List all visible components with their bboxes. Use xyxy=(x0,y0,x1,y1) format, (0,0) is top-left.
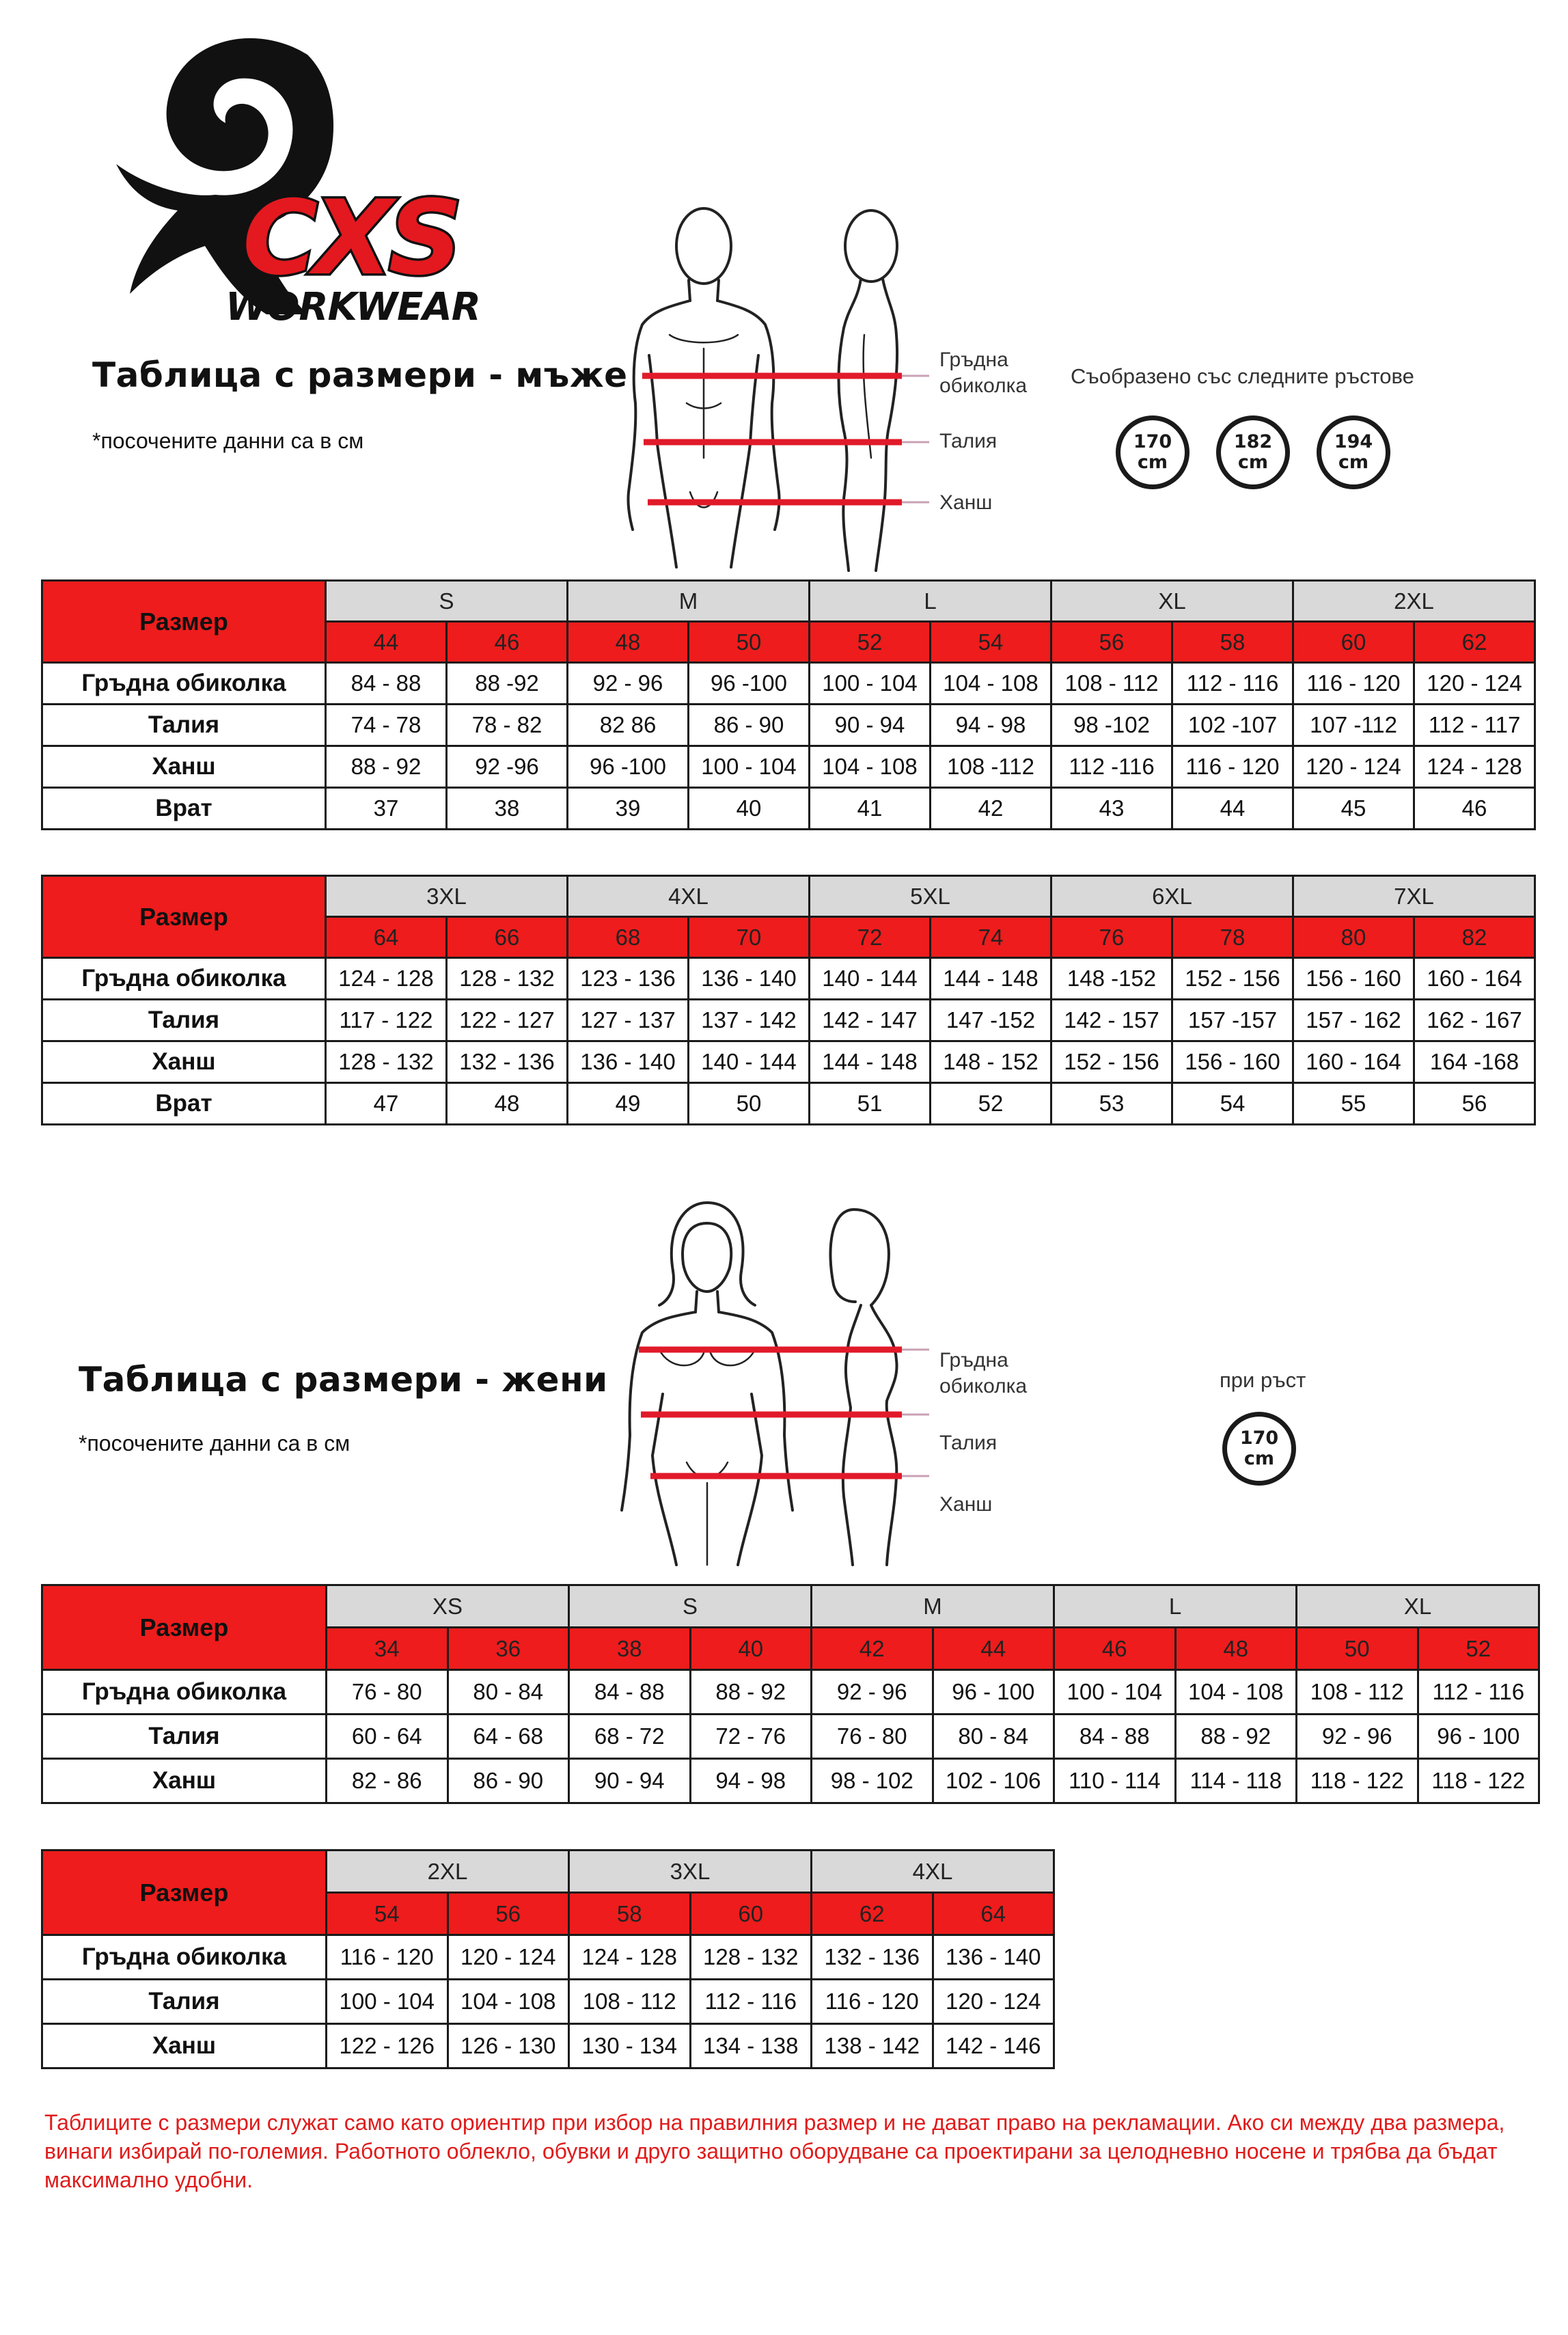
men-heights-label: Съобразено със следните ръстове xyxy=(1071,364,1414,388)
table-cell: 64 - 68 xyxy=(448,1715,569,1759)
table-cell: 90 - 94 xyxy=(569,1759,691,1803)
size-number: 64 xyxy=(933,1893,1054,1935)
table-cell: 132 - 136 xyxy=(447,1041,568,1083)
table-cell: 130 - 134 xyxy=(569,2024,691,2068)
table-cell: 162 - 167 xyxy=(1414,1000,1535,1041)
disclaimer-text: Таблиците с размери служат само като ориентир при избор на правилния размер и не дават право на рекламации. Ако си между два размера, винаги избирай по-големия. Работното облекло, обувки и друго защитно оборудване са проектирани за целодневно носене и трябва да бъдат максимално удобни. xyxy=(44,2110,1505,2192)
row-label: Ханш xyxy=(42,2024,327,2068)
women-size-table-2 xyxy=(41,1849,1055,2069)
table-cell: 80 - 84 xyxy=(448,1670,569,1715)
size-number: 64 xyxy=(326,917,447,958)
table-cell: 84 - 88 xyxy=(1054,1715,1176,1759)
table-cell: 128 - 132 xyxy=(690,1935,812,1980)
women-body-figure xyxy=(601,1189,943,1575)
size-number: 44 xyxy=(933,1628,1054,1670)
table-cell: 116 - 120 xyxy=(812,1980,933,2024)
table-cell: 116 - 120 xyxy=(1172,746,1293,788)
logo-text: CXS xyxy=(243,179,458,298)
row-label: Ханш xyxy=(42,746,326,788)
table-cell: 52 xyxy=(931,1083,1051,1125)
table-cell: 120 - 124 xyxy=(933,1980,1054,2024)
row-label: Врат xyxy=(42,1083,326,1125)
table-cell: 112 - 117 xyxy=(1414,705,1535,746)
table-cell: 144 - 148 xyxy=(810,1041,931,1083)
table-cell: 112 - 116 xyxy=(1172,663,1293,705)
table-row xyxy=(42,1935,1054,1980)
table-cell: 157 - 162 xyxy=(1293,1000,1414,1041)
table-cell: 98 -102 xyxy=(1051,705,1172,746)
table-row xyxy=(42,1083,1535,1125)
table-cell: 102 - 106 xyxy=(933,1759,1054,1803)
height-badge-182: 182 cm xyxy=(1216,415,1290,489)
table-cell: 136 - 140 xyxy=(568,1041,689,1083)
row-label: Талия xyxy=(42,705,326,746)
row-label: Гръдна обиколка xyxy=(42,958,326,1000)
table-cell: 104 - 108 xyxy=(1175,1670,1297,1715)
row-label: Талия xyxy=(42,1715,327,1759)
size-number: 82 xyxy=(1414,917,1535,958)
size-number: 62 xyxy=(812,1893,933,1935)
table-cell: 127 - 137 xyxy=(568,1000,689,1041)
men-hips-label: Ханш xyxy=(939,491,993,514)
logo-subtext: WORKWEAR xyxy=(225,285,480,328)
table-cell: 94 - 98 xyxy=(931,705,1051,746)
table-cell: 107 -112 xyxy=(1293,705,1414,746)
size-number: 54 xyxy=(327,1893,448,1935)
table-cell: 124 - 128 xyxy=(1414,746,1535,788)
row-label: Гръдна обиколка xyxy=(42,1670,327,1715)
table-cell: 148 - 152 xyxy=(931,1041,1051,1083)
table-row xyxy=(42,1759,1539,1803)
size-group: M xyxy=(812,1585,1054,1628)
row-label: Гръдна обиколка xyxy=(42,1935,327,1980)
male-body-illustration-icon xyxy=(601,198,943,581)
size-group: L xyxy=(1054,1585,1297,1628)
table-cell: 96 -100 xyxy=(568,746,689,788)
table-cell: 94 - 98 xyxy=(690,1759,812,1803)
women-note: *посочените данни са в см xyxy=(79,1431,350,1456)
table-cell: 104 - 108 xyxy=(448,1980,569,2024)
table-cell: 157 -157 xyxy=(1172,1000,1293,1041)
table-cell: 124 - 128 xyxy=(569,1935,691,1980)
size-header: Размер xyxy=(42,581,326,663)
table-cell: 108 - 112 xyxy=(1051,663,1172,705)
size-number: 58 xyxy=(569,1893,691,1935)
women-chest-label: Гръдна обиколка xyxy=(939,1349,1028,1397)
table-cell: 147 -152 xyxy=(931,1000,1051,1041)
size-group: 3XL xyxy=(569,1851,812,1893)
men-title: Таблица с размери - мъже xyxy=(92,355,628,395)
table-cell: 68 - 72 xyxy=(569,1715,691,1759)
table-row xyxy=(42,1980,1054,2024)
table-cell: 88 - 92 xyxy=(1175,1715,1297,1759)
table-cell: 160 - 164 xyxy=(1414,958,1535,1000)
table-cell: 40 xyxy=(689,788,810,830)
size-header: Размер xyxy=(42,1585,327,1670)
row-label: Талия xyxy=(42,1000,326,1041)
row-label: Талия xyxy=(42,1980,327,2024)
height-badge-194: 194 cm xyxy=(1317,415,1390,489)
size-group: S xyxy=(326,581,568,622)
table-cell: 164 -168 xyxy=(1414,1041,1535,1083)
size-group: XL xyxy=(1051,581,1293,622)
table-cell: 46 xyxy=(1414,788,1535,830)
table-cell: 53 xyxy=(1051,1083,1172,1125)
table-cell: 116 - 120 xyxy=(1293,663,1414,705)
size-group: 5XL xyxy=(810,876,1051,917)
table-cell: 92 - 96 xyxy=(568,663,689,705)
size-group: L xyxy=(810,581,1051,622)
table-cell: 38 xyxy=(447,788,568,830)
size-number: 78 xyxy=(1172,917,1293,958)
table-cell: 112 - 116 xyxy=(690,1980,812,2024)
table-cell: 86 - 90 xyxy=(689,705,810,746)
height-badge-170: 170 cm xyxy=(1116,415,1189,489)
table-cell: 100 - 104 xyxy=(810,663,931,705)
row-label: Гръдна обиколка xyxy=(42,663,326,705)
men-note: *посочените данни са в см xyxy=(92,428,364,453)
table-cell: 140 - 144 xyxy=(810,958,931,1000)
table-cell: 88 - 92 xyxy=(326,746,447,788)
table-cell: 49 xyxy=(568,1083,689,1125)
table-cell: 116 - 120 xyxy=(327,1935,448,1980)
table-cell: 44 xyxy=(1172,788,1293,830)
size-group: XS xyxy=(327,1585,569,1628)
table-cell: 82 86 xyxy=(568,705,689,746)
table-cell: 37 xyxy=(326,788,447,830)
table-cell: 80 - 84 xyxy=(933,1715,1054,1759)
table-cell: 138 - 142 xyxy=(812,2024,933,2068)
size-number: 48 xyxy=(1175,1628,1297,1670)
table-cell: 122 - 127 xyxy=(447,1000,568,1041)
table-cell: 104 - 108 xyxy=(810,746,931,788)
women-waist-label: Талия xyxy=(939,1432,998,1454)
table-cell: 56 xyxy=(1414,1083,1535,1125)
women-heights-label: при ръст xyxy=(1220,1368,1306,1392)
table-cell: 72 - 76 xyxy=(690,1715,812,1759)
women-hips-label: Ханш xyxy=(939,1493,993,1516)
table-cell: 148 -152 xyxy=(1051,958,1172,1000)
women-size-table-1 xyxy=(41,1584,1540,1804)
table-row xyxy=(42,958,1535,1000)
table-cell: 84 - 88 xyxy=(326,663,447,705)
table-cell: 41 xyxy=(810,788,931,830)
table-row xyxy=(42,1670,1539,1715)
table-cell: 126 - 130 xyxy=(448,2024,569,2068)
table-cell: 160 - 164 xyxy=(1293,1041,1414,1083)
table-cell: 84 - 88 xyxy=(569,1670,691,1715)
table-cell: 142 - 157 xyxy=(1051,1000,1172,1041)
row-label: Ханш xyxy=(42,1041,326,1083)
men-body-figure xyxy=(601,198,943,584)
size-group: S xyxy=(569,1585,812,1628)
size-number: 60 xyxy=(1293,622,1414,663)
size-number: 52 xyxy=(810,622,931,663)
size-group: 7XL xyxy=(1293,876,1535,917)
table-cell: 136 - 140 xyxy=(689,958,810,1000)
size-number: 48 xyxy=(568,622,689,663)
table-cell: 98 - 102 xyxy=(812,1759,933,1803)
table-cell: 39 xyxy=(568,788,689,830)
table-cell: 120 - 124 xyxy=(1293,746,1414,788)
table-cell: 96 - 100 xyxy=(1418,1715,1539,1759)
size-number: 44 xyxy=(326,622,447,663)
table-cell: 54 xyxy=(1172,1083,1293,1125)
table-cell: 110 - 114 xyxy=(1054,1759,1176,1803)
size-group: M xyxy=(568,581,810,622)
size-number: 56 xyxy=(448,1893,569,1935)
size-number: 38 xyxy=(569,1628,691,1670)
table-cell: 118 - 122 xyxy=(1418,1759,1539,1803)
size-number: 76 xyxy=(1051,917,1172,958)
brand-logo xyxy=(102,27,499,328)
table-row xyxy=(42,1715,1539,1759)
size-number: 66 xyxy=(447,917,568,958)
table-cell: 47 xyxy=(326,1083,447,1125)
height-badge-170: 170 cm xyxy=(1222,1412,1296,1486)
table-cell: 51 xyxy=(810,1083,931,1125)
table-cell: 118 - 122 xyxy=(1297,1759,1418,1803)
table-cell: 108 - 112 xyxy=(1297,1670,1418,1715)
size-number: 42 xyxy=(812,1628,933,1670)
size-number: 36 xyxy=(448,1628,569,1670)
table-cell: 152 - 156 xyxy=(1172,958,1293,1000)
table-cell: 74 - 78 xyxy=(326,705,447,746)
size-number: 80 xyxy=(1293,917,1414,958)
size-number: 62 xyxy=(1414,622,1535,663)
size-number: 54 xyxy=(931,622,1051,663)
size-group: 2XL xyxy=(327,1851,569,1893)
table-cell: 78 - 82 xyxy=(447,705,568,746)
size-number: 60 xyxy=(690,1893,812,1935)
men-size-table-1 xyxy=(41,579,1536,830)
table-cell: 100 - 104 xyxy=(689,746,810,788)
table-cell: 123 - 136 xyxy=(568,958,689,1000)
table-cell: 112 -116 xyxy=(1051,746,1172,788)
table-cell: 92 -96 xyxy=(447,746,568,788)
female-body-illustration-icon xyxy=(601,1189,943,1572)
table-row xyxy=(42,788,1535,830)
table-cell: 43 xyxy=(1051,788,1172,830)
table-cell: 92 - 96 xyxy=(1297,1715,1418,1759)
table-cell: 90 - 94 xyxy=(810,705,931,746)
size-number: 50 xyxy=(689,622,810,663)
women-title: Таблица с размери - жени xyxy=(79,1360,608,1399)
table-cell: 88 -92 xyxy=(447,663,568,705)
size-group: 3XL xyxy=(326,876,568,917)
men-waist-label: Талия xyxy=(939,430,998,452)
table-row xyxy=(42,705,1535,746)
size-number: 72 xyxy=(810,917,931,958)
table-cell: 124 - 128 xyxy=(326,958,447,1000)
size-header: Размер xyxy=(42,876,326,958)
size-group: 4XL xyxy=(812,1851,1054,1893)
table-cell: 140 - 144 xyxy=(689,1041,810,1083)
table-cell: 100 - 104 xyxy=(1054,1670,1176,1715)
size-header: Размер xyxy=(42,1851,327,1935)
men-size-table-2 xyxy=(41,875,1536,1125)
table-row xyxy=(42,746,1535,788)
table-cell: 108 - 112 xyxy=(569,1980,691,2024)
table-cell: 120 - 124 xyxy=(448,1935,569,1980)
table-cell: 88 - 92 xyxy=(690,1670,812,1715)
table-cell: 134 - 138 xyxy=(690,2024,812,2068)
table-cell: 50 xyxy=(689,1083,810,1125)
table-cell: 102 -107 xyxy=(1172,705,1293,746)
table-cell: 76 - 80 xyxy=(812,1715,933,1759)
size-number: 58 xyxy=(1172,622,1293,663)
table-cell: 86 - 90 xyxy=(448,1759,569,1803)
table-cell: 128 - 132 xyxy=(326,1041,447,1083)
table-row xyxy=(42,1000,1535,1041)
size-number: 34 xyxy=(327,1628,448,1670)
table-cell: 42 xyxy=(931,788,1051,830)
table-cell: 112 - 116 xyxy=(1418,1670,1539,1715)
table-cell: 156 - 160 xyxy=(1172,1041,1293,1083)
table-cell: 136 - 140 xyxy=(933,1935,1054,1980)
table-cell: 100 - 104 xyxy=(327,1980,448,2024)
table-row xyxy=(42,2024,1054,2068)
table-cell: 132 - 136 xyxy=(812,1935,933,1980)
table-row xyxy=(42,663,1535,705)
table-cell: 117 - 122 xyxy=(326,1000,447,1041)
table-cell: 114 - 118 xyxy=(1175,1759,1297,1803)
size-group: 4XL xyxy=(568,876,810,917)
size-group: 2XL xyxy=(1293,581,1535,622)
size-number: 46 xyxy=(1054,1628,1176,1670)
table-cell: 122 - 126 xyxy=(327,2024,448,2068)
table-cell: 45 xyxy=(1293,788,1414,830)
table-cell: 82 - 86 xyxy=(327,1759,448,1803)
table-cell: 108 -112 xyxy=(931,746,1051,788)
size-number: 70 xyxy=(689,917,810,958)
size-number: 50 xyxy=(1297,1628,1418,1670)
table-cell: 96 -100 xyxy=(689,663,810,705)
table-cell: 142 - 147 xyxy=(810,1000,931,1041)
size-group: XL xyxy=(1297,1585,1539,1628)
size-number: 40 xyxy=(690,1628,812,1670)
table-cell: 92 - 96 xyxy=(812,1670,933,1715)
table-cell: 48 xyxy=(447,1083,568,1125)
table-row xyxy=(42,1041,1535,1083)
size-number: 74 xyxy=(931,917,1051,958)
table-cell: 142 - 146 xyxy=(933,2024,1054,2068)
size-number: 52 xyxy=(1418,1628,1539,1670)
size-number: 68 xyxy=(568,917,689,958)
table-cell: 152 - 156 xyxy=(1051,1041,1172,1083)
table-cell: 128 - 132 xyxy=(447,958,568,1000)
table-cell: 60 - 64 xyxy=(327,1715,448,1759)
table-cell: 144 - 148 xyxy=(931,958,1051,1000)
table-cell: 76 - 80 xyxy=(327,1670,448,1715)
size-number: 56 xyxy=(1051,622,1172,663)
table-cell: 156 - 160 xyxy=(1293,958,1414,1000)
size-group: 6XL xyxy=(1051,876,1293,917)
table-cell: 104 - 108 xyxy=(931,663,1051,705)
table-cell: 55 xyxy=(1293,1083,1414,1125)
table-cell: 120 - 124 xyxy=(1414,663,1535,705)
row-label: Ханш xyxy=(42,1759,327,1803)
men-chest-label: Гръдна обиколка xyxy=(939,349,1028,397)
row-label: Врат xyxy=(42,788,326,830)
ram-head-logo-icon xyxy=(102,27,499,328)
size-number: 46 xyxy=(447,622,568,663)
table-cell: 137 - 142 xyxy=(689,1000,810,1041)
table-cell: 96 - 100 xyxy=(933,1670,1054,1715)
